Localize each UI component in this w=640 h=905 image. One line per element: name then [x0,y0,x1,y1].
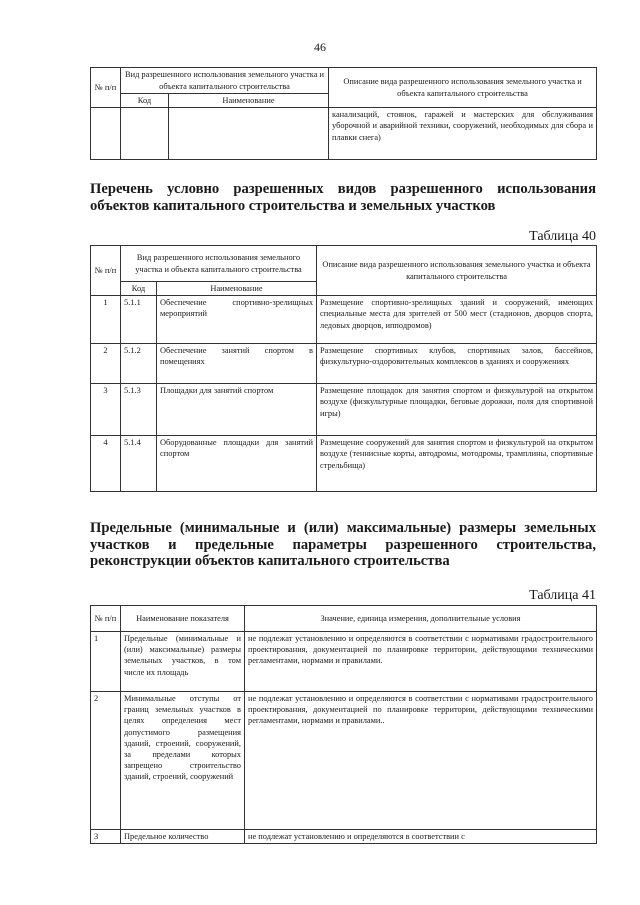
t40-header-num: № п/п [91,246,121,296]
table-row: 2 5.1.2 Обеспечение занятий спортом в помещениях Размещение спортивных клубов, спортивных залов, бассейнов, физкультурно-оздоровительных комплексов в зданиях и сооружениях [91,344,597,384]
heading-table-40: Перечень условно разрешенных видов разрешенного использования объектов капитального строительства и земельных участков [90,181,596,214]
t40-header-group: Вид разрешенного использования земельного участка и объекта капитального строительства [121,246,317,282]
t41-header-name: Наименование показателя [121,606,245,632]
caption-table-41: Таблица 41 [529,588,596,603]
table-row: 1 5.1.1 Обеспечение спортивно-зрелищных мероприятий Размещение спортивно-зрелищных зданий и сооружений, имеющих специальные места для зрителей от 500 мест (стадионов, дворцов спорта, ледовых дворцов, ипподромов) [91,296,597,344]
table-continuation [90,67,597,160]
header-group: Вид разрешенного использования земельного участка и объекта капитального строительства [121,68,329,94]
table-row: 3 5.1.3 Площадки для занятий спортом Размещение площадок для занятия спортом и физкультурой на открытом воздухе (физкультурные площадки, беговые дорожки, поля для спортивной игры) [91,384,597,436]
table-41 [90,605,597,844]
continuation-text: канализаций, стоянок, гаражей и мастерских для обслуживания уборочной и аварийной техники, сооружений, необходимых для сбора и плавки снега) [329,108,597,160]
header-num: № п/п [91,68,121,108]
caption-table-40: Таблица 40 [529,229,596,244]
table-row: 2 Минимальные отступы от границ земельных участков в целях определения мест допустимого размещения зданий, строений, сооружений, за пределами которых запрещено строительство зданий, строений, сооружений не подлежат установлению и определяются в соответствии с нормативами градостроительного проектирования, документацией по планировке территории, действующими техническими регламентами, нормами и правилами.. [91,692,597,830]
table-row: 4 5.1.4 Оборудованные площадки для занятий спортом Размещение сооружений для занятия спортом и физкультурой на открытом воздухе (теннисные корты, автодромы, мотодромы, трамплины, спортивные стрельбища) [91,436,597,492]
table-row: 3 Предельное количество не подлежат установлению и определяются в соответствии с [91,830,597,844]
t40-header-description: Описание вида разрешенного использования земельного участка и объекта капитального строительства [317,246,597,296]
table-row: 1 Предельные (минимальные и (или) максимальные) размеры земельных участков, в том числе их площадь не подлежат установлению и определяются в соответствии с нормативами градостроительного проектирования, документацией по планировке территории, действующими техническими регламентами, нормами и правилами. [91,632,597,692]
heading-table-41: Предельные (минимальные и (или) максимальные) размеры земельных участков и предельные параметры разрешенного строительства, реконструкции объектов капитального строительства [90,520,596,570]
header-code: Код [121,94,169,108]
t40-header-name: Наименование [157,282,317,296]
t41-header-value: Значение, единица измерения, дополнительные условия [245,606,597,632]
header-description: Описание вида разрешенного использования земельного участка и объекта капитального строительства [329,68,597,108]
t40-header-code: Код [121,282,157,296]
header-name: Наименование [169,94,329,108]
t41-header-num: № п/п [91,606,121,632]
page-number: 46 [314,40,326,54]
table-40 [90,245,597,492]
